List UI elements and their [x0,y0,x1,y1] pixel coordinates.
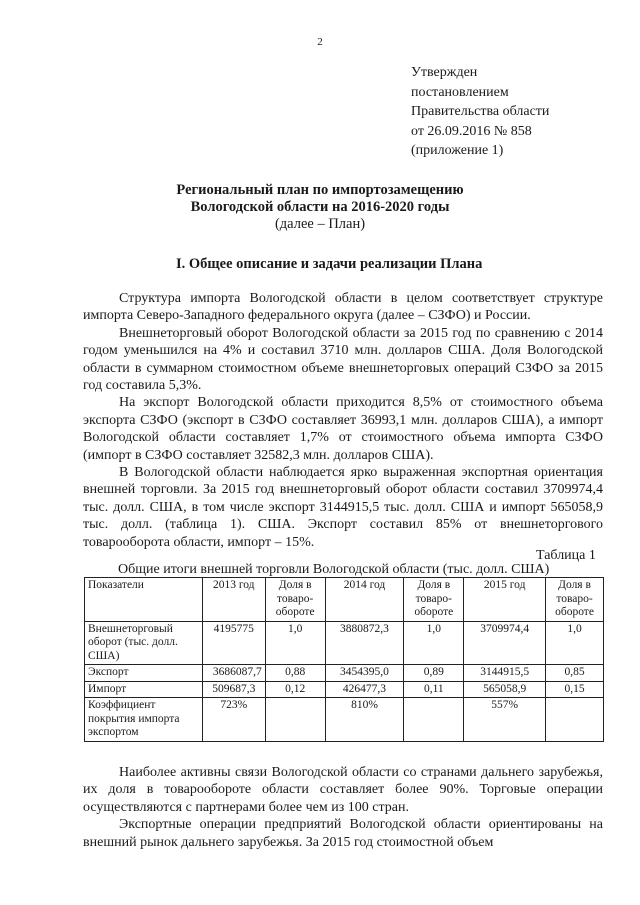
paragraph: Экспортные операции предприятий Вологодской области ориентированы на внешний рынок дальнего зарубежья. За 2015 год стоимостной объем [83,817,603,850]
paragraph: Структура импорта Вологодской области в целом соответствует структуре импорта Северо-Западного федерального округа (далее – СЗФО) и России. [83,291,603,324]
table-cell: Коэффициент покрытия импорта экспортом [85,698,203,742]
paragraph: Внешнеторговый оборот Вологодской области за 2015 год по сравнению с 2014 годом уменьшился на 4% и составил 3710 млн. долларов США. Доля Вологодской области в суммарном стоимостном объеме внешнеторговых операций СЗФО за 2015 год составила 5,3%. [83,325,603,394]
document-title [0,182,640,233]
table-cell: Импорт [85,681,203,698]
title-line-3: (далее – План) [274,216,366,232]
table-cell: 1,0 [546,621,604,665]
approval-line: (приложение 1) [411,143,504,158]
table-cell: 426477,3 [325,681,404,698]
table-cell: 0,89 [404,665,464,682]
table-cell: 565058,9 [464,681,546,698]
table-cell: 4195775 [202,621,265,665]
title-line-1: Региональный план по импортозамещению [176,182,464,198]
table-header-cell: 2015 год [464,578,546,622]
table-header-cell: 2013 год [202,578,265,622]
paragraph: В Вологодской области наблюдается ярко выраженная экспортная ориентация внешней торговли. За 2015 год внешнеторговый оборот области составил 3709974,4 тыс. долл. США, в том числе экспорт 3144915,5 тыс. долл. США и импорт 565058,9 тыс. долл. (таблица 1). США. Экспорт составил 85% от внешнеторгового товарооборота области, импорт – 15%. [83,465,603,550]
body-text-top [83,290,603,551]
body-text-bottom [83,764,603,851]
table-label: Таблица 1 [536,548,596,563]
table-cell: 3686087,7 [202,665,265,682]
table-cell: 1,0 [404,621,464,665]
table-cell: 0,88 [265,665,325,682]
table-cell: 3880872,3 [325,621,404,665]
table-header-cell: Доля в товаро-обороте [546,578,604,622]
table-header-cell: Показатели [85,578,203,622]
approval-line: постановлением [411,84,509,100]
paragraph: Наиболее активны связи Вологодской области со странами дальнего зарубежья, их доля в товарообороте области составляет более 90%. Торговые операции осуществляются с партнерами более чем из 100 стран. [83,765,603,815]
table-cell [265,698,325,742]
table-cell: 810% [325,698,404,742]
table-header-cell: Доля в товаро-обороте [265,578,325,622]
table-row [85,681,604,698]
trade-table [84,577,604,742]
table-cell: 0,85 [546,665,604,682]
section-heading: I. Общее описание и задачи реализации Плана [176,256,483,272]
table-header-cell: Доля в товаро-обороте [404,578,464,622]
table-row [85,621,604,665]
table-cell: Внешнеторговый оборот (тыс. долл. США) [85,621,203,665]
title-line-2: Вологодской области на 2016-2020 годы [190,199,450,215]
table-title: Общие итоги внешней торговли Вологодской области (тыс. долл. США) [118,562,550,577]
table-cell: 723% [202,698,265,742]
table-row [85,698,604,742]
table-cell: 0,12 [265,681,325,698]
table-cell: 557% [464,698,546,742]
table-row [85,665,604,682]
paragraph: На экспорт Вологодской области приходится 8,5% от стоимостного объема экспорта СЗФО (экспорт в СЗФО составляет 36993,1 млн. долларов США), а импорт Вологодской области составляет 1,7% от стоимостного объема импорта СЗФО (импорт в СЗФО составляет 32582,3 млн. долларов США). [83,395,603,463]
table-cell: Экспорт [85,665,203,682]
approval-line: Правительства области [411,104,550,119]
table-cell: 509687,3 [202,681,265,698]
table-cell: 3144915,5 [464,665,546,682]
table-cell: 3454395,0 [325,665,404,682]
approval-line: от 26.09.2016 № 858 [411,123,532,139]
table-cell: 0,15 [546,681,604,698]
table-cell [404,698,464,742]
table-cell: 0,11 [404,681,464,698]
approval-line: Утвержден [411,65,478,80]
table-header-row [85,578,604,622]
table-cell [546,698,604,742]
table-cell: 3709974,4 [464,621,546,665]
page-number: 2 [317,36,323,48]
approval-block [411,63,549,161]
table-header-cell: 2014 год [325,578,404,622]
table-cell: 1,0 [265,621,325,665]
